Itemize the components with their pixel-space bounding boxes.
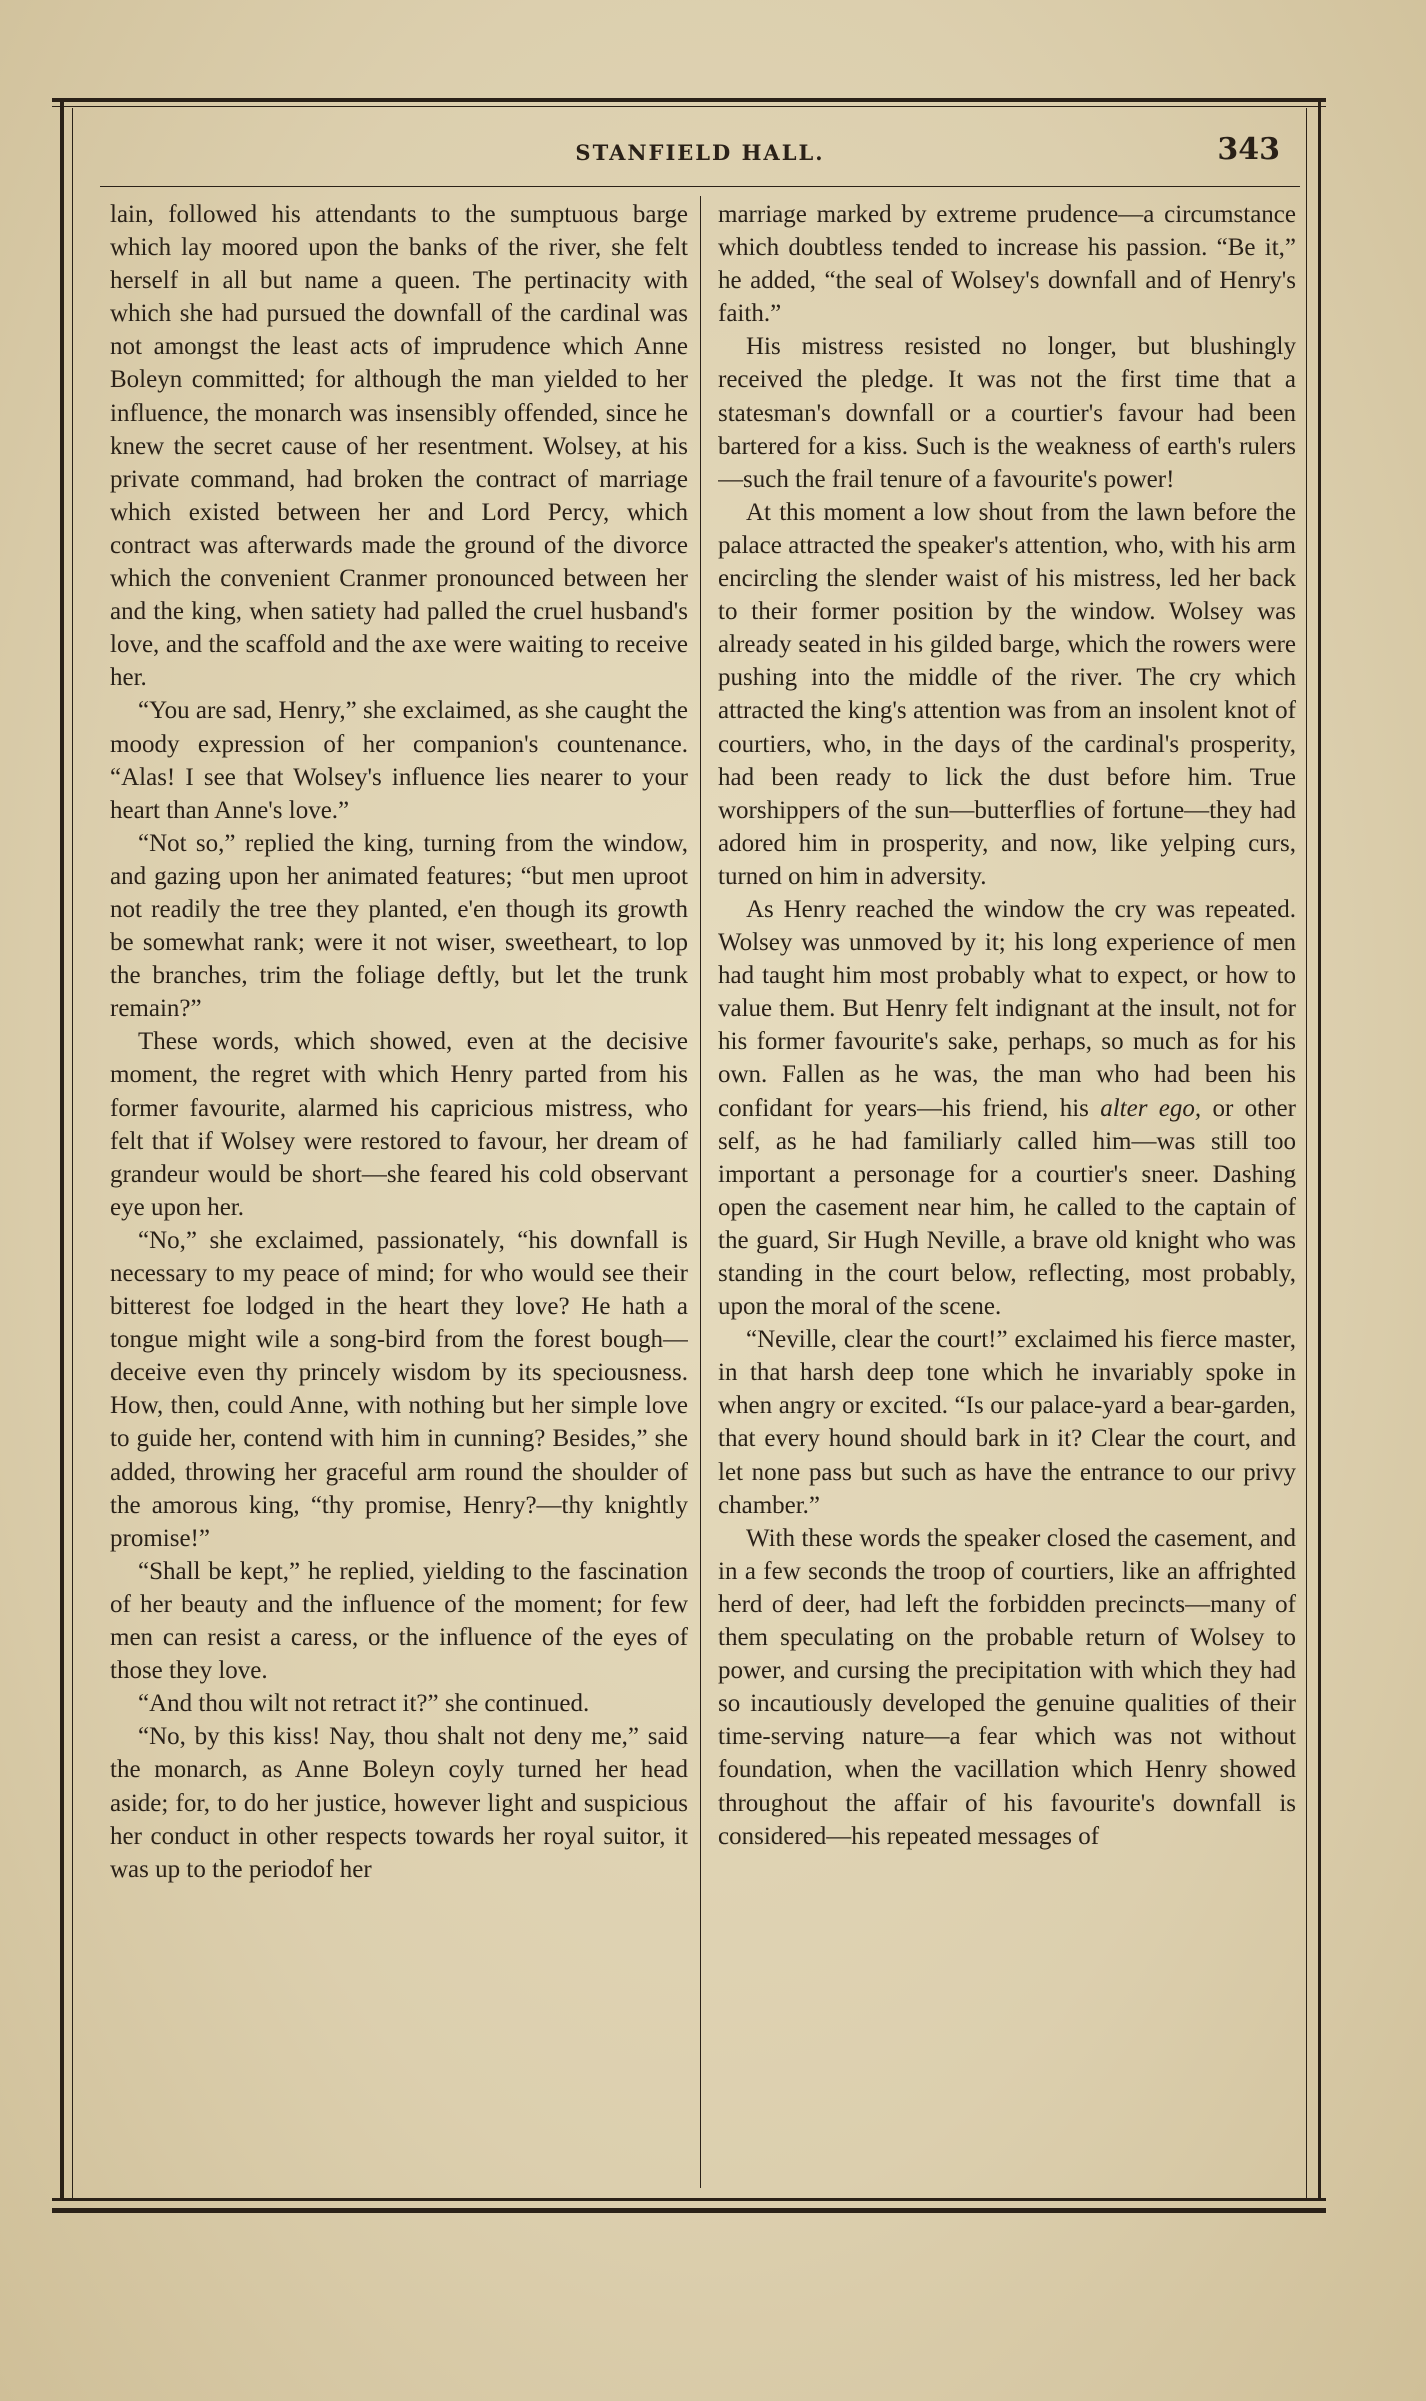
paragraph-text: or other self, as he had familiarly called him—was still too important a personage for a courtier's sneer. Dashing open the casement near him, he called to the captain of the guard, Sir Hugh Neville, a brave old knight who was standing in the court below, reflecting, most probably, upon the moral of the scene. — [718, 1094, 1296, 1321]
frame-top-inner-rule — [52, 106, 1326, 107]
paragraph: With these words the speaker closed the casement, and in a few seconds the troop of courtiers, like an affrighted herd of deer, had left the forbidden precincts—many of them speculating on the probable return of Wolsey to power, and cursing the precipitation with which they had so incautiously developed the genuine qualities of their time-serving nature—a fear which was not without foundation, when the vacillation which Henry showed throughout the affair of his favourite's downfall is considered—his repeated messages of — [718, 1524, 1296, 1850]
paragraph: “Neville, clear the court!” exclaimed his fierce master, in that harsh deep tone which he invariably spoke in when angry or excited. “Is our palace-yard a bear-garden, that every hound should bark in it? Clear the court, and let none pass but such as have the entrance to our privy chamber.” — [718, 1326, 1296, 1519]
paragraph-text: As Henry reached the window the cry was repeated. Wolsey was unmoved by it; his long experience of men had taught him most probably what to expect, or how to value them. But Henry felt indignant at the insult, not for his former favourite's sake, perhaps, so much as for his own. Fallen as he was, the man who had been his confidant for years—his friend, his — [718, 895, 1296, 1122]
frame-left-inner-rule — [72, 108, 73, 2198]
left-column — [110, 198, 688, 2188]
paragraph — [718, 893, 1296, 1323]
column-divider — [700, 196, 701, 2188]
paragraph: These words, which showed, even at the decisive moment, the regret with which Henry parted from his former favourite, alarmed his capricious mistress, who felt that if Wolsey were restored to favour, her dream of grandeur would be short—she feared his cold observant eye upon her. — [110, 1028, 688, 1221]
frame-left-rule — [60, 100, 64, 2200]
paragraph: “And thou wilt not retract it?” she continued. — [138, 1690, 590, 1718]
paragraph: At this moment a low shout from the lawn before the palace attracted the speaker's attention, who, with his arm encircling the slender waist of his mistress, led her back to their former position by the window. Wolsey was already seated in his gilded barge, which the rowers were pushing into the middle of the river. The cry which attracted the king's attention was from an insolent knot of courtiers, who, in the days of the cardinal's prosperity, had been ready to lick the dust before him. True worshippers of the sun—butterflies of fortune—they had adored him in prosperity, and now, like yelping curs, turned on him in adversity. — [718, 498, 1296, 890]
paragraph: “Not so,” replied the king, turning from the window, and gazing upon her animated features; “but men uproot not readily the tree they planted, e'en though its growth be somewhat rank; were it not wiser, sweetheart, to lop the branches, trim the foliage deftly, but let the trunk remain?” — [110, 829, 688, 1023]
frame-bottom-thick-rule — [52, 2208, 1326, 2213]
paragraph: “No,” she exclaimed, passionately, “his downfall is necessary to my peace of mind; for who would see their bitterest foe lodged in the heart they love? He hath a tongue might wile a song-bird from the forest bough—deceive even thy princely wisdom by its speciousness. How, then, could Anne, with nothing but her simple love to guide her, contend with him in cunning? Besides,” she added, throwing her graceful arm round the shoulder of the amorous king, “thy promise, Henry?—thy knightly promise!” — [110, 1226, 688, 1552]
italic-phrase: alter ego, — [1100, 1094, 1202, 1122]
frame-right-inner-rule — [1306, 108, 1307, 2198]
paragraph: His mistress resisted no longer, but blushingly received the pledge. It was not the first time that a statesman's downfall or a courtier's favour had been bartered for a kiss. Such is the weakness of earth's rulers—such the frail tenure of a favourite's power! — [718, 333, 1296, 493]
page-header — [100, 130, 1300, 190]
paragraph: “You are sad, Henry,” she exclaimed, as she caught the moody expression of her companion's countenance. “Alas! I see that Wolsey's influence lies nearer to your heart than Anne's love.” — [110, 697, 688, 824]
right-column — [718, 198, 1296, 2188]
page-number: 343 — [1217, 132, 1280, 167]
paragraph: “No, by this kiss! Nay, thou shalt not deny me,” said the monarch, as Anne Boleyn coyly turned her head aside; for, to do her justice, however light and suspicious her conduct in other respects towards her royal suitor, it was up to the periodof her — [110, 1723, 688, 1883]
running-head: STANFIELD HALL. — [575, 140, 825, 165]
paragraph: lain, followed his attendants to the sumptuous barge which lay moored upon the banks of the river, she felt herself in all but name a queen. The pertinacity with which she had pursued the downfall of the cardinal was not amongst the least acts of imprudence which Anne Boleyn committed; for although the man yielded to her influence, the monarch was insensibly offended, since he knew the secret cause of her resentment. Wolsey, at his private command, had broken the contract of marriage which existed between her and Lord Percy, which contract was afterwards made the ground of the divorce which the convenient Cranmer pronounced between her and the king, when satiety had palled the cruel husband's love, and the scaffold and the axe were waiting to receive her. — [110, 201, 688, 692]
frame-bottom-rule — [52, 2198, 1326, 2201]
paragraph: marriage marked by extreme prudence—a circumstance which doubtless tended to increase his passion. “Be it,” he added, “the seal of Wolsey's downfall and of Henry's faith.” — [718, 201, 1296, 328]
frame-right-rule — [1318, 100, 1321, 2200]
frame-top-rule — [52, 98, 1326, 102]
header-rule — [100, 186, 1300, 187]
paragraph: “Shall be kept,” he replied, yielding to the fascination of her beauty and the influence of the moment; for few men can resist a caress, or the influence of the eyes of those they love. — [110, 1557, 688, 1685]
